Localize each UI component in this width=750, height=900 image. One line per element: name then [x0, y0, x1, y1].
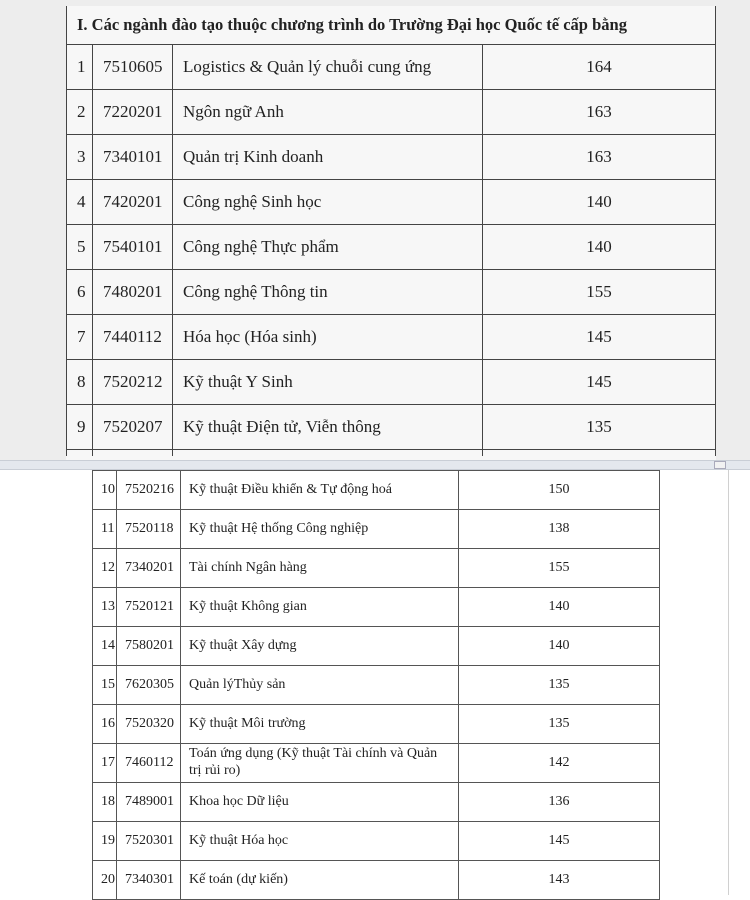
row-number: 4	[67, 180, 93, 225]
program-code: 7520207	[93, 405, 173, 450]
table-row	[93, 744, 660, 783]
table-row	[93, 822, 660, 861]
quota-value: 150	[459, 471, 660, 510]
program-code: 7220201	[93, 90, 173, 135]
table-row	[67, 270, 716, 315]
program-code: 7340101	[93, 135, 173, 180]
quota-value: 140	[459, 627, 660, 666]
row-number: 12	[93, 549, 117, 588]
table-row	[67, 90, 716, 135]
program-name: Công nghệ Thực phẩm	[173, 225, 483, 270]
program-table-part-2	[92, 470, 660, 900]
quota-value: 145	[483, 360, 716, 405]
program-code: 7520212	[93, 360, 173, 405]
quota-value: 164	[483, 45, 716, 90]
resize-grip-icon	[714, 461, 726, 469]
table-row	[67, 405, 716, 450]
program-code: 7440112	[93, 315, 173, 360]
program-code: 7540101	[93, 225, 173, 270]
table-row	[67, 180, 716, 225]
program-table-part-1	[66, 6, 716, 456]
table-row	[93, 510, 660, 549]
table-row	[67, 360, 716, 405]
program-name: Công nghệ Sinh học	[173, 180, 483, 225]
section-heading: I. Các ngành đào tạo thuộc chương trình do Trường Đại học Quốc tế cấp bằng	[67, 6, 716, 45]
row-number: 19	[93, 822, 117, 861]
program-code: 7460112	[117, 744, 181, 783]
quota-value: 136	[459, 783, 660, 822]
program-code: 7510605	[93, 45, 173, 90]
program-code: 7520118	[117, 510, 181, 549]
row-number: 18	[93, 783, 117, 822]
program-code: 7340201	[117, 549, 181, 588]
section-heading-row	[67, 6, 716, 45]
row-number: 6	[67, 270, 93, 315]
row-number: 15	[93, 666, 117, 705]
table-row	[93, 627, 660, 666]
program-name: Toán ứng dụng (Kỹ thuật Tài chính và Quản trị rủi ro)	[181, 744, 459, 783]
table-row	[93, 705, 660, 744]
row-number: 14	[93, 627, 117, 666]
quota-value: 142	[459, 744, 660, 783]
quota-value: 140	[459, 588, 660, 627]
quota-value: 155	[483, 270, 716, 315]
table-row	[93, 666, 660, 705]
table-row-cutoff	[67, 450, 716, 457]
quota-value: 163	[483, 135, 716, 180]
program-code: 7620305	[117, 666, 181, 705]
program-name: Quản lýThủy sản	[181, 666, 459, 705]
table-row	[67, 45, 716, 90]
table-row	[93, 549, 660, 588]
page-edge	[728, 470, 729, 895]
program-code: 7520301	[117, 822, 181, 861]
table-row	[67, 135, 716, 180]
row-number: 8	[67, 360, 93, 405]
table-row	[93, 588, 660, 627]
program-name: Kỹ thuật Môi trường	[181, 705, 459, 744]
row-number: 2	[67, 90, 93, 135]
program-name: Hóa học (Hóa sinh)	[173, 315, 483, 360]
program-code: 7340301	[117, 861, 181, 900]
program-name: Tài chính Ngân hàng	[181, 549, 459, 588]
quota-value: 145	[459, 822, 660, 861]
program-code: 7520121	[117, 588, 181, 627]
row-number: 13	[93, 588, 117, 627]
program-name: Logistics & Quản lý chuỗi cung ứng	[173, 45, 483, 90]
table-row	[67, 315, 716, 360]
quota-value: 155	[459, 549, 660, 588]
top-document-sheet	[66, 6, 716, 460]
program-name: Kỹ thuật Y Sinh	[173, 360, 483, 405]
row-number: 7	[67, 315, 93, 360]
quota-value: 140	[483, 180, 716, 225]
program-name: Kỹ thuật Xây dựng	[181, 627, 459, 666]
table-row	[67, 225, 716, 270]
row-number: 20	[93, 861, 117, 900]
program-name: Kỹ thuật Điện tử, Viễn thông	[173, 405, 483, 450]
table-row	[93, 471, 660, 510]
quota-value: 135	[459, 666, 660, 705]
program-name: Kỹ thuật Điều khiển & Tự động hoá	[181, 471, 459, 510]
table-row	[93, 783, 660, 822]
program-code: 7420201	[93, 180, 173, 225]
quota-value: 140	[483, 225, 716, 270]
program-code: 7520216	[117, 471, 181, 510]
program-name: Quản trị Kinh doanh	[173, 135, 483, 180]
bottom-screenshot-region	[0, 470, 750, 895]
program-code: 7580201	[117, 627, 181, 666]
quota-value: 163	[483, 90, 716, 135]
quota-value: 135	[459, 705, 660, 744]
program-name: Khoa học Dữ liệu	[181, 783, 459, 822]
quota-value: 145	[483, 315, 716, 360]
row-number: 17	[93, 744, 117, 783]
row-number: 1	[67, 45, 93, 90]
row-number: 5	[67, 225, 93, 270]
program-name: Ngôn ngữ Anh	[173, 90, 483, 135]
bottom-document-sheet	[92, 470, 660, 900]
row-number: 11	[93, 510, 117, 549]
row-number: 3	[67, 135, 93, 180]
row-number: 9	[67, 405, 93, 450]
quota-value: 138	[459, 510, 660, 549]
program-name: Kế toán (dự kiến)	[181, 861, 459, 900]
row-number: 10	[93, 471, 117, 510]
program-name: Kỹ thuật Hóa học	[181, 822, 459, 861]
program-code: 7489001	[117, 783, 181, 822]
program-name: Kỹ thuật Không gian	[181, 588, 459, 627]
program-name: Kỹ thuật Hệ thống Công nghiệp	[181, 510, 459, 549]
quota-value: 143	[459, 861, 660, 900]
program-code: 7480201	[93, 270, 173, 315]
row-number: 16	[93, 705, 117, 744]
table-row	[93, 861, 660, 900]
quota-value: 135	[483, 405, 716, 450]
program-name: Công nghệ Thông tin	[173, 270, 483, 315]
program-code: 7520320	[117, 705, 181, 744]
screenshot-seam	[0, 460, 750, 470]
